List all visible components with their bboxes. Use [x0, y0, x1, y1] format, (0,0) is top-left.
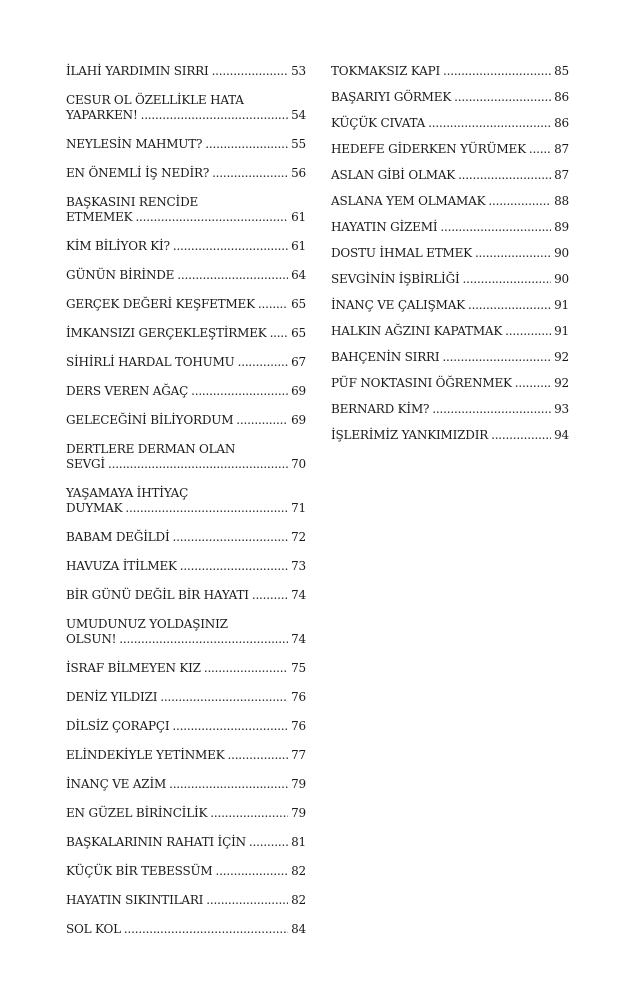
toc-page-number: 74 — [291, 588, 306, 602]
leader-dots — [227, 748, 288, 763]
toc-entry-title: HAVUZA İTİLMEK — [66, 559, 177, 573]
toc-entry-line — [331, 116, 569, 131]
leader-dots — [454, 90, 551, 105]
leader-dots — [442, 350, 551, 365]
toc-entry-line — [66, 239, 306, 254]
toc-entry — [66, 835, 306, 850]
toc-entry — [331, 142, 569, 157]
toc-entry-title: TOKMAKSIZ KAPI — [331, 64, 440, 78]
toc-page-number: 94 — [554, 428, 569, 442]
toc-entry-title-continued: DUYMAK — [66, 501, 123, 515]
toc-entry-line — [66, 864, 306, 879]
leader-dots — [108, 457, 288, 472]
toc-page-number: 76 — [291, 719, 306, 733]
toc-entry-line — [66, 355, 306, 370]
toc-right-column — [331, 64, 569, 454]
toc-entry-line — [66, 748, 306, 763]
toc-entry-title: DİLSİZ ÇORAPÇI — [66, 719, 170, 733]
leader-dots — [210, 806, 288, 821]
toc-page-number: 65 — [291, 326, 306, 340]
toc-entry-title: DERTLERE DERMAN OLAN — [66, 442, 236, 456]
toc-entry-title: BAŞARIYI GÖRMEK — [331, 90, 452, 104]
leader-dots — [488, 194, 551, 209]
toc-page-number: 89 — [554, 220, 569, 234]
toc-entry — [331, 376, 569, 391]
toc-entry — [331, 194, 569, 209]
toc-page-number: 84 — [291, 922, 306, 936]
toc-page-number: 61 — [291, 239, 306, 253]
toc-entry-title: ASLAN GİBİ OLMAK — [331, 168, 456, 182]
toc-entry-title: İNANÇ VE AZİM — [66, 777, 167, 791]
toc-entry-title: EN ÖNEMLİ İŞ NEDİR? — [66, 166, 210, 180]
toc-entry — [331, 246, 569, 261]
toc-entry-title: BAHÇENİN SIRRI — [331, 350, 440, 364]
toc-entry — [66, 690, 306, 705]
toc-entry-title: BAŞKALARININ RAHATI İÇİN — [66, 835, 246, 849]
toc-entry-line — [66, 137, 306, 152]
toc-page-number: 54 — [291, 108, 306, 122]
leader-dots — [468, 298, 551, 313]
toc-entry-title: DERS VEREN AĞAÇ — [66, 384, 189, 398]
leader-dots — [124, 922, 288, 937]
toc-entry-line — [331, 90, 569, 105]
toc-entry-line — [66, 777, 306, 792]
toc-entry — [66, 355, 306, 370]
toc-page-number: 79 — [291, 806, 306, 820]
toc-entry-title: YAŞAMAYA İHTİYAÇ — [66, 486, 189, 500]
toc-entry-line — [66, 457, 306, 472]
toc-entry — [66, 64, 306, 79]
leader-dots — [458, 168, 551, 183]
toc-page-number: 56 — [291, 166, 306, 180]
leader-dots — [206, 893, 288, 908]
toc-entry-title-continued: ETMEMEK — [66, 210, 133, 224]
toc-entry-title: GELECEĞİNİ BİLİYORDUM — [66, 413, 234, 427]
toc-entry — [331, 116, 569, 131]
toc-entry-line — [66, 690, 306, 705]
toc-entry — [66, 166, 306, 181]
toc-entry-title-continued: SEVGİ — [66, 457, 105, 471]
toc-entry-line — [66, 64, 306, 79]
toc-entry-title: İŞLERİMİZ YANKIMIZDIR — [331, 428, 489, 442]
toc-entry — [66, 384, 306, 399]
toc-entry — [331, 168, 569, 183]
leader-dots — [432, 402, 551, 417]
toc-entry-title: DENİZ YILDIZI — [66, 690, 158, 704]
toc-entry-line — [66, 632, 306, 647]
toc-page-number: 69 — [291, 413, 306, 427]
toc-entry-line — [331, 298, 569, 313]
leader-dots — [529, 142, 551, 157]
toc-entry-line — [66, 661, 306, 676]
toc-entry — [66, 864, 306, 879]
leader-dots — [177, 268, 288, 283]
toc-entry-line — [66, 893, 306, 908]
leader-dots — [205, 137, 288, 152]
leader-dots — [505, 324, 551, 339]
toc-entry-title: HEDEFE GİDERKEN YÜRÜMEK — [331, 142, 526, 156]
toc-page-number: 55 — [291, 137, 306, 151]
toc-entry-line — [66, 413, 306, 428]
toc-entry — [66, 137, 306, 152]
toc-entry — [331, 350, 569, 365]
toc-page-number: 93 — [554, 402, 569, 416]
toc-entry — [66, 922, 306, 937]
toc-page-number: 67 — [291, 355, 306, 369]
leader-dots — [172, 719, 288, 734]
toc-entry — [331, 402, 569, 417]
leader-dots — [204, 661, 288, 676]
toc-entry — [331, 64, 569, 79]
toc-entry — [331, 298, 569, 313]
leader-dots — [252, 588, 288, 603]
toc-entry — [66, 93, 306, 123]
leader-dots — [515, 376, 551, 391]
toc-entry — [66, 442, 306, 472]
leader-dots — [141, 108, 289, 123]
toc-entry-title-continued: YAPARKEN! — [66, 108, 138, 122]
toc-page-number: 92 — [554, 376, 569, 390]
leader-dots — [212, 64, 289, 79]
toc-page-number: 72 — [291, 530, 306, 544]
toc-entry-line — [331, 272, 569, 287]
toc-entry-line — [331, 220, 569, 235]
toc-entry-title: NEYLESİN MAHMUT? — [66, 137, 203, 151]
leader-dots — [216, 864, 289, 879]
toc-entry-title: KİM BİLİYOR Kİ? — [66, 239, 170, 253]
leader-dots — [135, 210, 288, 225]
toc-entry-line — [331, 246, 569, 261]
toc-entry — [66, 297, 306, 312]
leader-dots — [270, 326, 289, 341]
toc-page-number: 53 — [291, 64, 306, 78]
toc-entry-line — [66, 922, 306, 937]
toc-page-number: 79 — [291, 777, 306, 791]
toc-entry-line — [331, 324, 569, 339]
toc-entry — [331, 90, 569, 105]
toc-page-number: 76 — [291, 690, 306, 704]
toc-page-number: 91 — [554, 298, 569, 312]
leader-dots — [160, 690, 288, 705]
toc-page-number: 86 — [554, 90, 569, 104]
toc-page-number: 73 — [291, 559, 306, 573]
toc-entry — [331, 272, 569, 287]
toc-entry-line — [66, 588, 306, 603]
toc-entry-title: İNANÇ VE ÇALIŞMAK — [331, 298, 465, 312]
toc-entry-line — [66, 835, 306, 850]
toc-entry — [66, 806, 306, 821]
toc-entry-line — [66, 210, 306, 225]
toc-entry-line — [331, 168, 569, 183]
toc-entry-line — [66, 268, 306, 283]
toc-entry-title: İSRAF BİLMEYEN KIZ — [66, 661, 201, 675]
toc-page-number: 81 — [291, 835, 306, 849]
toc-entry-title-continued: OLSUN! — [66, 632, 117, 646]
leader-dots — [119, 632, 288, 647]
toc-entry — [66, 559, 306, 574]
toc-entry-title: HAYATIN SIKINTILARI — [66, 893, 204, 907]
toc-entry-title: BERNARD KİM? — [331, 402, 430, 416]
toc-page-number: 64 — [291, 268, 306, 282]
leader-dots — [475, 246, 551, 261]
leader-dots — [443, 64, 551, 79]
toc-entry-line — [66, 384, 306, 399]
toc-entry — [66, 617, 306, 647]
leader-dots — [440, 220, 551, 235]
toc-entry — [66, 748, 306, 763]
toc-page-number: 87 — [554, 168, 569, 182]
toc-entry-title: BABAM DEĞİLDİ — [66, 530, 170, 544]
toc-entry — [66, 661, 306, 676]
leader-dots — [238, 355, 289, 370]
toc-entry-title: GÜNÜN BİRİNDE — [66, 268, 175, 282]
toc-entry-title: UMUDUNUZ YOLDAŞINIZ — [66, 617, 228, 631]
toc-page-number: 87 — [554, 142, 569, 156]
leader-dots — [169, 777, 288, 792]
toc-page-number: 86 — [554, 116, 569, 130]
leader-dots — [249, 835, 288, 850]
toc-page-number: 74 — [291, 632, 306, 646]
toc-entry-line — [66, 719, 306, 734]
toc-entry-line — [331, 350, 569, 365]
toc-page-number: 75 — [291, 661, 306, 675]
leader-dots — [173, 239, 288, 254]
leader-dots — [180, 559, 288, 574]
toc-entry-line — [331, 142, 569, 157]
toc-page-number: 61 — [291, 210, 306, 224]
toc-entry — [66, 195, 306, 225]
toc-page-number: 90 — [554, 272, 569, 286]
toc-page-number: 71 — [291, 501, 306, 515]
toc-page-number: 91 — [554, 324, 569, 338]
toc-entry-title: KÜÇÜK BİR TEBESSÜM — [66, 864, 213, 878]
leader-dots — [191, 384, 288, 399]
toc-entry — [331, 220, 569, 235]
toc-page-number: 82 — [291, 864, 306, 878]
toc-page-number: 88 — [554, 194, 569, 208]
toc-entry-line — [66, 530, 306, 545]
toc-left-column — [66, 64, 306, 951]
toc-page-number: 90 — [554, 246, 569, 260]
toc-page-number: 82 — [291, 893, 306, 907]
toc-entry-title: ELİNDEKİYLE YETİNMEK — [66, 748, 225, 762]
leader-dots — [258, 297, 288, 312]
toc-entry-title: DOSTU İHMAL ETMEK — [331, 246, 472, 260]
toc-entry-line — [66, 559, 306, 574]
leader-dots — [428, 116, 551, 131]
toc-page-number: 92 — [554, 350, 569, 364]
toc-entry-line — [66, 297, 306, 312]
toc-entry-title: SEVGİNİN İŞBİRLİĞİ — [331, 272, 460, 286]
toc-entry-line — [331, 376, 569, 391]
toc-entry — [66, 239, 306, 254]
toc-entry-title: HAYATIN GİZEMİ — [331, 220, 438, 234]
toc-page-number: 65 — [291, 297, 306, 311]
toc-entry — [66, 719, 306, 734]
toc-entry-line — [66, 501, 306, 516]
toc-page-number: 85 — [554, 64, 569, 78]
leader-dots — [125, 501, 288, 516]
toc-entry-line — [331, 428, 569, 443]
toc-entry — [66, 268, 306, 283]
toc-entry — [331, 324, 569, 339]
leader-dots — [236, 413, 288, 428]
toc-entry-title: SİHİRLİ HARDAL TOHUMU — [66, 355, 235, 369]
leader-dots — [463, 272, 552, 287]
toc-entry — [66, 326, 306, 341]
toc-entry — [66, 893, 306, 908]
toc-page-number: 70 — [291, 457, 306, 471]
toc-entry-line — [331, 194, 569, 209]
leader-dots — [212, 166, 288, 181]
toc-entry-title: BAŞKASINI RENCİDE — [66, 195, 199, 209]
toc-entry-title: KÜÇÜK CIVATA — [331, 116, 426, 130]
toc-entry — [66, 777, 306, 792]
toc-entry — [66, 486, 306, 516]
toc-entry-title: CESUR OL ÖZELLİKLE HATA — [66, 93, 244, 107]
toc-entry-line — [66, 326, 306, 341]
toc-entry-title: SOL KOL — [66, 922, 121, 936]
toc-entry — [66, 530, 306, 545]
toc-entry-title: HALKIN AĞZINI KAPATMAK — [331, 324, 503, 338]
toc-entry — [331, 428, 569, 443]
toc-entry — [66, 413, 306, 428]
toc-entry-line — [66, 806, 306, 821]
toc-page-number: 77 — [291, 748, 306, 762]
toc-entry-line — [66, 166, 306, 181]
toc-entry-title: PÜF NOKTASINI ÖĞRENMEK — [331, 376, 512, 390]
toc-entry-line — [331, 402, 569, 417]
toc-entry-line — [331, 64, 569, 79]
toc-entry-title: ASLANA YEM OLMAMAK — [331, 194, 486, 208]
toc-entry — [66, 588, 306, 603]
toc-page-number: 69 — [291, 384, 306, 398]
toc-entry-title: GERÇEK DEĞERİ KEŞFETMEK — [66, 297, 255, 311]
toc-entry-title: EN GÜZEL BİRİNCİLİK — [66, 806, 208, 820]
toc-entry-line — [66, 108, 306, 123]
leader-dots — [173, 530, 289, 545]
toc-entry-title: İMKANSIZI GERÇEKLEŞTİRMEK — [66, 326, 267, 340]
leader-dots — [491, 428, 551, 443]
toc-entry-title: BİR GÜNÜ DEĞİL BİR HAYATI — [66, 588, 249, 602]
toc-entry-title: İLAHİ YARDIMIN SIRRI — [66, 64, 209, 78]
